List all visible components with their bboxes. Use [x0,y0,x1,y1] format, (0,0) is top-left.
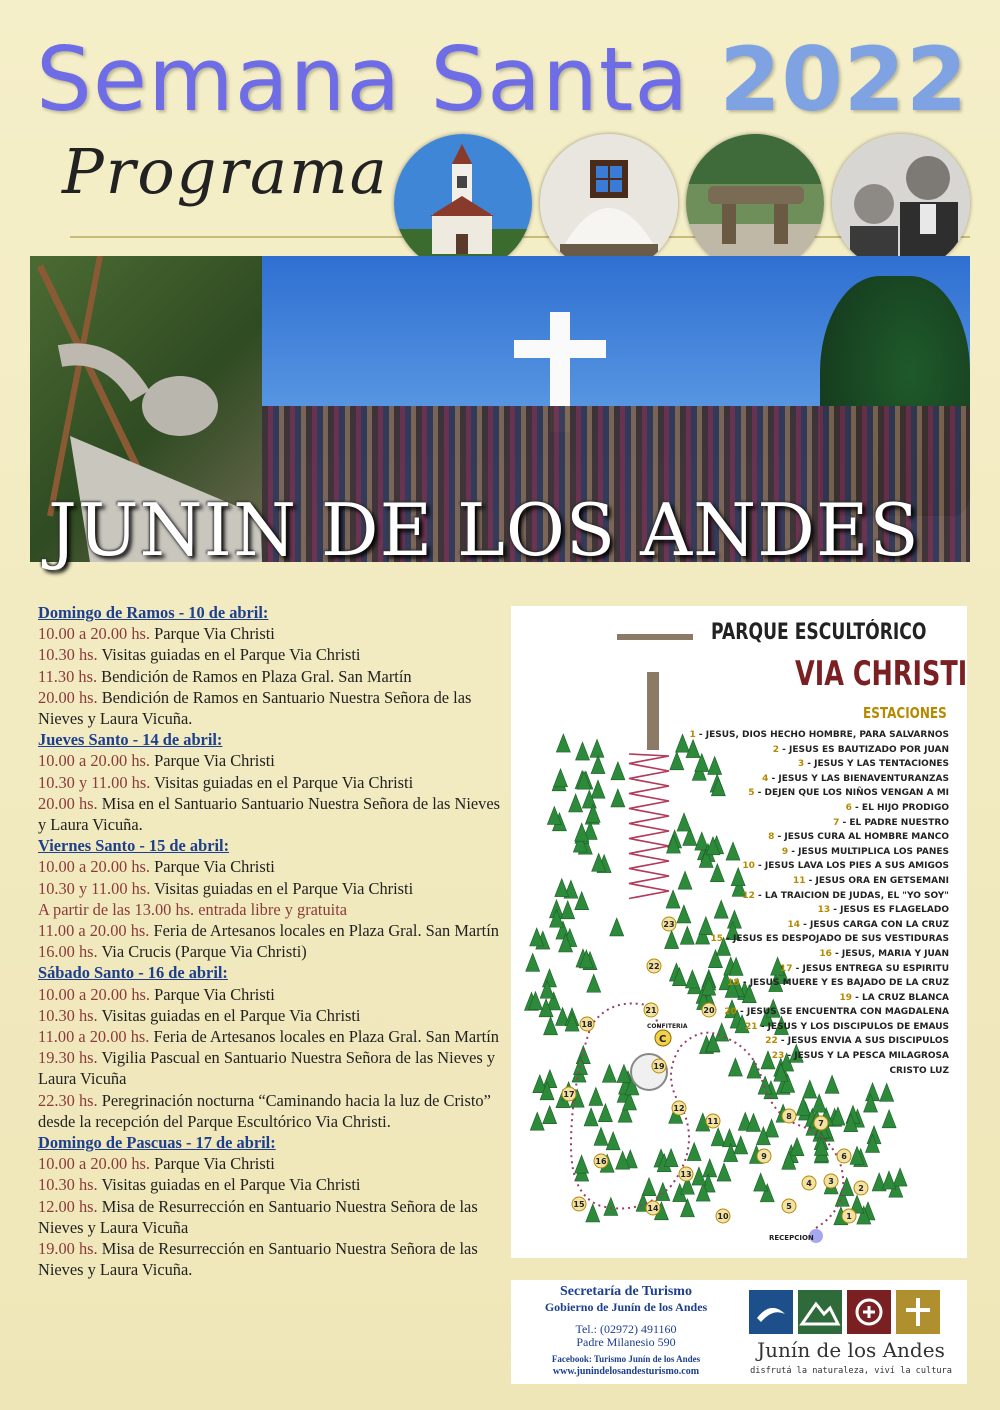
entry-time: 20.00 hs. [38,793,98,813]
station-marker-number: 22 [648,962,660,971]
station-number: 16 [819,948,832,959]
schedule-day-heading: Viernes Santo - 15 de abril: [38,836,230,856]
schedule-entry [38,1153,508,1174]
station-number: 8 [768,832,775,843]
entry-description: Visitas guiadas en el Parque Via Christi [150,772,414,792]
station-item [689,903,949,918]
title-main: Semana Santa [36,28,690,131]
tree-icon [611,762,625,780]
station-item [689,772,949,787]
schedule-day-heading: Domingo de Pascuas - 17 de abril: [38,1133,276,1153]
station-name: - JESUS Y LAS BIENAVENTURANZAS [768,773,949,784]
entry-description: Feria de Artesanos locales en Plaza Gral. San Martín [149,1027,499,1047]
tree-icon [526,953,540,971]
map-heading-stations: ESTACIONES [863,704,947,722]
station-name: - JESUS MUERE Y ES BAJADO DE LA CRUZ [739,978,949,989]
station-number: 5 [748,788,755,799]
tourism-office: Secretaría de Turismo [560,1284,692,1299]
tree-icon [754,1173,768,1191]
tree-icon [840,1178,854,1196]
poster-title [36,28,976,138]
tree-icon [604,1197,618,1215]
tree-icon [575,1155,589,1173]
schedule-entry [38,666,508,687]
station-number: 18 [727,978,740,989]
station-name: - JESUS ES FLAGELADO [830,905,949,916]
station-item [689,991,949,1006]
station-name: CRISTO LUZ [889,1065,949,1076]
station-name: - DEJEN QUE LOS NIÑOS VENGAN A MI [754,788,949,799]
tree-icon [882,1171,896,1189]
entry-description: Parque Via Christi [150,1154,275,1174]
reception-label: RECEPCION [769,1234,814,1242]
station-marker-number: 18 [581,1020,593,1029]
station-item [689,1034,949,1049]
schedule-entry [38,920,508,941]
confiteria-letter: C [659,1034,667,1045]
station-marker-number: 23 [663,920,675,929]
entry-time: 10.30 hs. [38,1175,98,1195]
entry-description: Visitas guiadas en el Parque Via Christi [97,645,361,665]
entry-time: 10.30 hs. [38,645,98,665]
station-marker-number: 13 [680,1170,692,1179]
schedule-entry [38,1196,508,1238]
logo-faith-icon [896,1290,940,1334]
tree-icon [556,734,570,752]
station-marker-number: 19 [653,1062,665,1071]
station-marker-number: 7 [818,1119,824,1128]
station-number: 17 [779,963,793,974]
entry-description: Peregrinación nocturna “Caminando hacia la luz de Cristo” desde la recepción del Parque Escultórico Via Christi. [38,1090,491,1131]
station-name: - JESUS ENTREGA SU ESPIRITU [792,963,949,974]
entry-time: 22.30 hs. [38,1090,98,1110]
entry-time: 11.30 hs. [38,666,98,686]
station-name: - JESUS Y LAS TENTACIONES [804,759,949,770]
entry-time: 10.00 a 20.00 hs. [38,751,150,771]
station-name: - JESUS ORA EN GETSEMANI [805,875,949,886]
station-number: 4 [762,773,769,784]
station-name: - JESUS MULTIPLICA LOS PANES [788,846,949,857]
entry-description: Parque Via Christi [150,857,275,877]
tree-icon [676,734,690,752]
government-name: Gobierno de Junín de los Andes [544,1300,708,1314]
church-photo [394,134,532,272]
station-number: 9 [781,846,789,857]
tree-icon [880,1083,894,1101]
logo-culture-icon [847,1290,891,1334]
phone: Tel.: (02972) 491160 [575,1322,677,1336]
schedule-entry [38,772,508,793]
tree-icon [656,1183,670,1201]
tree-icon [703,1159,717,1177]
schedule-entry [38,1090,508,1132]
station-number: 22 [765,1036,778,1047]
tree-icon [670,752,684,770]
tree-icon [543,1070,557,1088]
schedule-entry [38,878,508,899]
entry-description: Bendición de Ramos en Plaza Gral. San Martín [97,666,412,686]
schedule-entry [38,793,508,835]
station-marker-number: 9 [761,1152,767,1161]
tree-icon [722,1129,736,1147]
entry-time: 20.00 hs. [38,687,98,707]
station-item [689,816,949,831]
schedule-day-heading: Sábado Santo - 16 de abril: [38,963,228,983]
tree-icon [882,1110,896,1128]
schedule-entry [38,1174,508,1195]
station-marker-number: 2 [858,1184,864,1193]
station-marker-number: 6 [841,1152,847,1161]
station-number: 3 [797,759,805,770]
entry-time: 10.00 a 20.00 hs. [38,1154,150,1174]
station-item [689,962,949,977]
tree-icon [561,901,575,919]
entry-description: Visitas guiadas en el Parque Via Christi [97,1175,361,1195]
tree-icon [796,1097,810,1115]
entry-time: 16.00 hs. [38,942,98,962]
entry-time: A partir de las 13.00 hs. entrada libre y gratuita [38,899,348,919]
station-number: 14 [787,919,800,930]
tree-icon [575,892,589,910]
tree-icon [711,1128,725,1146]
station-number: 12 [742,890,755,901]
entry-description: Feria de Artesanos locales en Plaza Gral. San Martín [149,921,499,941]
station-marker-number: 11 [707,1117,719,1126]
tree-icon [594,1127,608,1145]
title-year: 2022 [719,28,969,131]
schedule-entry [38,1026,508,1047]
station-number: 23 [771,1051,785,1062]
station-item [689,728,949,743]
station-item [689,786,949,801]
station-name: - JESUS ES BAUTIZADO POR JUAN [779,744,949,755]
entry-description: Bendición de Ramos en Santuario Nuestra Señora de las Nieves y Laura Vicuña. [38,687,472,729]
station-number: 19 [839,992,852,1003]
entry-time: 10.00 a 20.00 hs. [38,984,150,1004]
tree-icon [555,879,569,897]
station-item [689,947,949,962]
tree-icon [590,739,604,757]
entry-description: Via Crucis (Parque Via Christi) [97,942,307,962]
stations-list [689,728,949,1078]
station-number: 21 [745,1021,758,1032]
schedule-entry [38,941,508,962]
station-item [689,932,949,947]
tree-icon [543,1106,557,1124]
schedule-entry [38,984,508,1005]
map-heading-via-christi: VIA CHRISTI [795,654,968,694]
station-marker-number: 5 [786,1202,792,1211]
schedule-entry [38,644,508,665]
tree-icon [717,1163,731,1181]
programa-subtitle: Programa [62,135,389,208]
tree-icon [602,1064,616,1082]
entry-time: 10.30 y 11.00 hs. [38,878,151,898]
schedule-day-heading: Domingo de Ramos - 10 de abril: [38,603,269,622]
entry-time: 11.00 a 20.00 hs. [38,921,150,941]
station-marker-number: 16 [595,1157,607,1166]
station-item [689,859,949,874]
entry-time: 19.30 hs. [38,1048,98,1068]
tree-icon [576,742,590,760]
entry-time: 10.30 hs. [38,1005,98,1025]
station-item [689,757,949,772]
station-number: 10 [742,861,755,872]
address: Padre Milanesio 590 [576,1335,676,1349]
sculpture-icon [647,672,659,750]
station-item [689,801,949,816]
tree-icon [542,969,556,987]
station-name: - EL HIJO PRODIGO [851,802,949,813]
station-name: - JESUS Y LOS DISCIPULOS DE EMAUS [757,1021,949,1032]
schedule [38,602,508,1281]
station-item [689,874,949,889]
tree-icon [866,1083,880,1101]
logo-mountain-icon [798,1290,842,1334]
entry-time: 11.00 a 20.00 hs. [38,1027,150,1047]
entry-description: Visitas guiadas en el Parque Via Christi [150,878,414,898]
station-marker-number: 21 [645,1006,657,1015]
entry-description: Misa de Resurrección en Santuario Nuestra Señora de las Nieves y Laura Vicuña [38,1196,478,1237]
station-name: - LA CRUZ BLANCA [851,992,949,1003]
entry-description: Parque Via Christi [150,624,275,644]
entry-time: 19.00 hs. [38,1239,98,1259]
station-name: - JESUS CURA AL HOMBRE MANCO [774,832,949,843]
station-number: 2 [772,744,780,755]
tree-icon [530,1112,544,1130]
station-name: - JESUS ES DESPOJADO DE SUS VESTIDURAS [723,934,949,945]
station-marker-number: 14 [647,1204,659,1213]
schedule-entry [38,899,508,920]
entry-description: Visitas guiadas en el Parque Via Christi [97,1005,361,1025]
station-name: - JESUS, MARIA Y JUAN [831,948,949,959]
tree-icon [584,1108,598,1126]
tree-icon [569,794,583,812]
schedule-entry [38,750,508,771]
station-marker-number: 1 [846,1212,852,1221]
entry-description: Parque Via Christi [150,751,275,771]
station-number: 13 [817,905,831,916]
station-marker-number: 15 [573,1200,585,1209]
schedule-entry [38,1238,508,1280]
portrait-photo [832,134,970,272]
station-marker-number: 10 [717,1212,729,1221]
station-name: - JESUS ENVIA A SUS DISCIPULOS [777,1036,949,1047]
station-number: 6 [845,802,852,813]
schedule-entry [38,687,508,729]
schedule-entry [38,1005,508,1026]
station-number: 11 [792,875,806,886]
schedule-entry [38,623,508,644]
brand-tagline: disfrutá la naturaleza, viví la cultura [750,1366,952,1376]
station-name: - JESUS CARGA CON LA CRUZ [799,919,949,930]
tree-icon [606,1132,620,1150]
logo-water-icon [749,1290,793,1334]
tree-icon [666,890,680,908]
station-marker-number: 12 [673,1104,685,1113]
tree-icon [598,1104,612,1122]
station-marker-number: 4 [806,1179,812,1188]
entry-time: 12.00 hs. [38,1196,98,1216]
station-item [689,1020,949,1035]
chapel-interior-photo [540,134,678,272]
tree-icon [665,931,679,949]
tree-icon [591,756,605,774]
tree-icon [610,918,624,936]
station-number: 20 [724,1007,737,1018]
entry-time: 10.00 a 20.00 hs. [38,624,150,644]
schedule-entry [38,856,508,877]
tree-icon [554,769,568,787]
tree-icon [642,1178,656,1196]
station-number: 7 [833,817,840,828]
carved-wood-photo [686,134,824,272]
location-title: JUNIN DE LOS ANDES [48,488,920,572]
station-name: - JESUS LAVA LOS PIES A SUS AMIGOS [754,861,949,872]
station-item [689,830,949,845]
station-name: - JESUS, DIOS HECHO HOMBRE, PARA SALVARNOS [695,730,949,740]
tree-icon [893,1168,907,1186]
entry-description: Misa en el Santuario Santuario Nuestra Señora de las Nieves y Laura Vicuña. [38,793,501,835]
station-name: - JESUS Y LA PESCA MILAGROSA [784,1051,949,1062]
tree-icon [664,1149,678,1167]
station-number: 1 [689,730,696,740]
station-item [689,743,949,758]
brand-name: Junín de los Andes [757,1338,945,1362]
station-name: - LA TRAICION DE JUDAS, EL "YO SOY" [754,890,949,901]
tree-icon [586,1204,600,1222]
entry-time: 10.00 a 20.00 hs. [38,857,150,877]
entry-description: Vigilia Pascual en Santuario Nuestra Señora de las Nieves y Laura Vicuña [38,1048,496,1089]
station-item [689,1005,949,1020]
station-marker-number: 17 [563,1090,575,1099]
station-number: 15 [710,934,724,945]
zigzag-path [629,754,669,899]
tree-icon [589,1087,603,1105]
facebook-link[interactable]: Facebook: Turismo Junín de los Andes [551,1354,701,1364]
schedule-entry [38,1047,508,1089]
footer [511,1280,967,1384]
tree-icon [687,1143,701,1161]
entry-time: 10.30 y 11.00 hs. [38,772,151,792]
tree-icon [587,974,601,992]
station-item [689,889,949,904]
park-map [511,606,967,1258]
website-link[interactable]: www.junindelosandesturismo.com [552,1366,700,1377]
station-name: - EL PADRE NUESTRO [839,817,949,828]
confiteria-label: CONFITERIA [647,1023,688,1030]
sculpture-icon [617,634,693,640]
entry-description: Misa de Resurrección en Santuario Nuestra Señora de las Nieves y Laura Vicuña. [38,1239,478,1280]
station-item [689,1049,949,1064]
tree-icon [544,1017,558,1035]
station-item [689,976,949,991]
station-marker-number: 20 [703,1006,715,1015]
station-marker-number: 3 [828,1177,834,1186]
station-item [689,1064,949,1079]
schedule-day-heading: Jueves Santo - 14 de abril: [38,730,223,750]
tree-icon [611,789,625,807]
entry-description: Parque Via Christi [150,984,275,1004]
station-item [689,845,949,860]
map-heading-park: PARQUE ESCULTÓRICO [711,620,927,645]
station-item [689,918,949,933]
tree-icon [803,1080,817,1098]
station-marker-number: 8 [786,1112,792,1121]
station-name: - JESUS SE ENCUENTRA CON MAGDALENA [736,1007,949,1018]
